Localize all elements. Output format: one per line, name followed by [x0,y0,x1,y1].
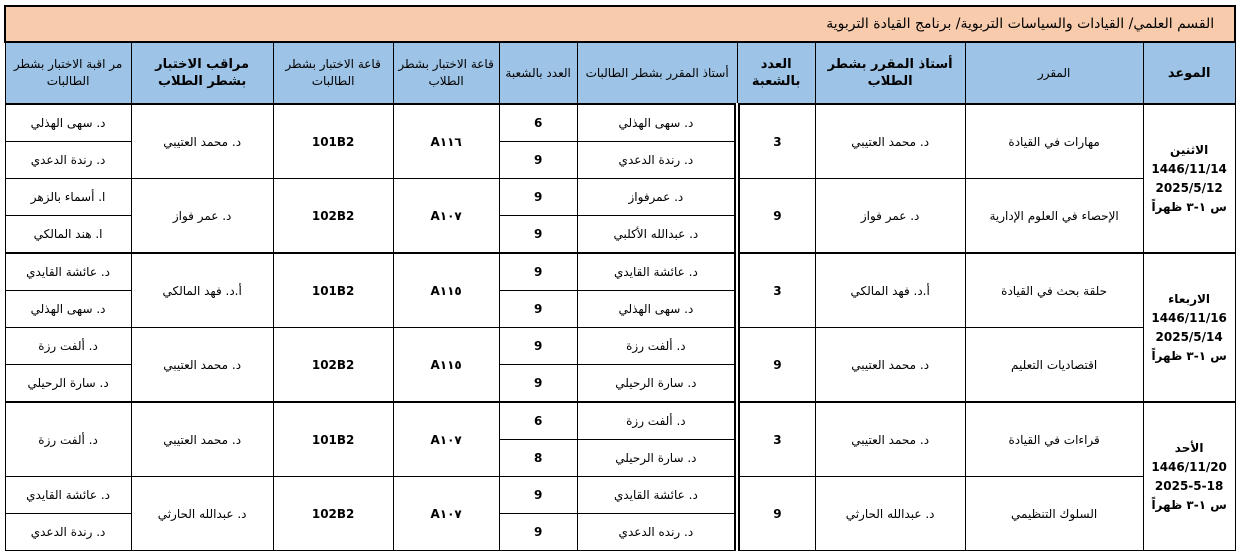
room-male: A١٠٧ [393,402,499,477]
date-hijri: 1446/11/20 [1151,459,1227,474]
room-female: 101B2 [273,402,393,477]
date-day: الاثنين [1170,142,1209,157]
exam-date-cell [1143,104,1235,253]
header-proctor-female: مر اقبة الاختبار بشطر الطالبات [5,42,131,104]
count-male: 3 [737,402,815,477]
instructor-female: د. عائشة القايدي [577,253,737,291]
date-time: س ١-٣ ظهراً [1151,199,1227,214]
course-name: حلقة بحث في القيادة [965,253,1143,328]
instructor-female: د. سهى الهذلي [577,291,737,328]
count-female: 9 [499,253,577,291]
proctor-male: د. عبدالله الحارثي [131,477,273,551]
proctor-female: د. ألفت رزة [5,328,131,365]
count-female: 9 [499,291,577,328]
course-name: الإحصاء في العلوم الإدارية [965,179,1143,254]
date-hijri: 1446/11/14 [1151,161,1227,176]
date-day: الاربعاء [1168,291,1211,306]
instructor-female: د. رندة الدعدي [577,142,737,179]
title-row [5,6,1235,42]
proctor-female: د. ألفت رزة [5,402,131,477]
room-female: 101B2 [273,253,393,328]
count-female: 9 [499,179,577,216]
instructor-male: د. عمر فواز [815,179,965,254]
proctor-male: د. عمر فواز [131,179,273,254]
course-name: مهارات في القيادة [965,104,1143,179]
count-male: 9 [737,328,815,403]
count-female: 9 [499,514,577,551]
count-female: 9 [499,328,577,365]
count-female: 6 [499,402,577,440]
instructor-female: د. سارة الرحيلي [577,365,737,403]
instructor-female: د. عمرفواز [577,179,737,216]
proctor-female: د. سهى الهذلي [5,291,131,328]
exam-date-cell [1143,402,1235,551]
instructor-male: د. عبدالله الحارثي [815,477,965,551]
header-row [5,42,1235,104]
date-hijri: 1446/11/16 [1151,310,1227,325]
count-female: 9 [499,477,577,514]
date-time: س ١-٣ ظهراً [1151,497,1227,512]
table-row [5,253,1235,291]
room-male: A١١٥ [393,253,499,328]
page-title: القسم العلمي/ القيادات والسياسات التربوية/ برنامج القيادة التربوية [5,6,1235,42]
table-row [5,328,1235,365]
proctor-female: د. سهى الهذلي [5,104,131,142]
instructor-male: أ.د. فهد المالكي [815,253,965,328]
count-female: 9 [499,365,577,403]
count-female: 9 [499,216,577,254]
room-female: 102B2 [273,477,393,551]
proctor-female: د. سارة الرحيلي [5,365,131,403]
schedule-document [4,5,1234,551]
header-proctor-male: مراقب الاختبار بشطر الطلاب [131,42,273,104]
instructor-female: د. سارة الرحيلي [577,440,737,477]
count-female: 9 [499,142,577,179]
count-male: 3 [737,253,815,328]
instructor-female: د. عائشة القايدي [577,477,737,514]
room-male: A١١٥ [393,328,499,403]
instructor-female: د. عبدالله الأكلبي [577,216,737,254]
proctor-female: ا. أسماء بالزهر [5,179,131,216]
room-female: 101B2 [273,104,393,179]
course-name: قراءات في القيادة [965,402,1143,477]
room-female: 102B2 [273,179,393,254]
instructor-female: د. ألفت رزة [577,328,737,365]
header-room-male: قاعة الاختبار بشطر الطلاب [393,42,499,104]
room-male: A١٠٧ [393,477,499,551]
instructor-female: د. رنده الدعدي [577,514,737,551]
header-room-female: قاعة الاختبار بشطر الطالبات [273,42,393,104]
instructor-male: د. محمد العتيبي [815,104,965,179]
count-male: 3 [737,104,815,179]
count-female: 8 [499,440,577,477]
exam-date-cell [1143,253,1235,402]
count-male: 9 [737,179,815,254]
room-female: 102B2 [273,328,393,403]
proctor-female: د. رندة الدعدي [5,514,131,551]
proctor-male: أ.د. فهد المالكي [131,253,273,328]
course-name: اقتصاديات التعليم [965,328,1143,403]
proctor-male: د. محمد العتيبي [131,328,273,403]
date-greg: 2025/5/12 [1155,180,1223,195]
date-greg: 2025/5/14 [1155,329,1223,344]
room-male: A١٠٧ [393,179,499,254]
proctor-male: د. محمد العتيبي [131,402,273,477]
date-greg: 2025-5-18 [1154,478,1224,493]
proctor-female: د. عائشة القايدي [5,253,131,291]
date-day: الأحد [1174,440,1204,455]
header-count-female: العدد بالشعبة [499,42,577,104]
table-row [5,179,1235,216]
instructor-male: د. محمد العتيبي [815,402,965,477]
header-course: المقرر [965,42,1143,104]
date-time: س ١-٣ ظهراً [1151,348,1227,363]
course-name: السلوك التنظيمي [965,477,1143,551]
header-instructor-male: أستاذ المقرر بشطر الطلاب [815,42,965,104]
room-male: A١١٦ [393,104,499,179]
table-row [5,477,1235,514]
proctor-female: د. عائشة القايدي [5,477,131,514]
exam-schedule-table [4,5,1236,551]
count-female: 6 [499,104,577,142]
count-male: 9 [737,477,815,551]
instructor-male: د. محمد العتيبي [815,328,965,403]
table-row [5,104,1235,142]
proctor-male: د. محمد العتيبي [131,104,273,179]
header-count-male: العدد بالشعبة [737,42,815,104]
header-date: الموعد [1143,42,1235,104]
proctor-female: د. رندة الدعدي [5,142,131,179]
table-row [5,402,1235,440]
instructor-female: د. سهى الهذلي [577,104,737,142]
header-instructor-female: أستاذ المقرر بشطر الطالبات [577,42,737,104]
proctor-female: ا. هند المالكي [5,216,131,254]
instructor-female: د. ألفت رزة [577,402,737,440]
